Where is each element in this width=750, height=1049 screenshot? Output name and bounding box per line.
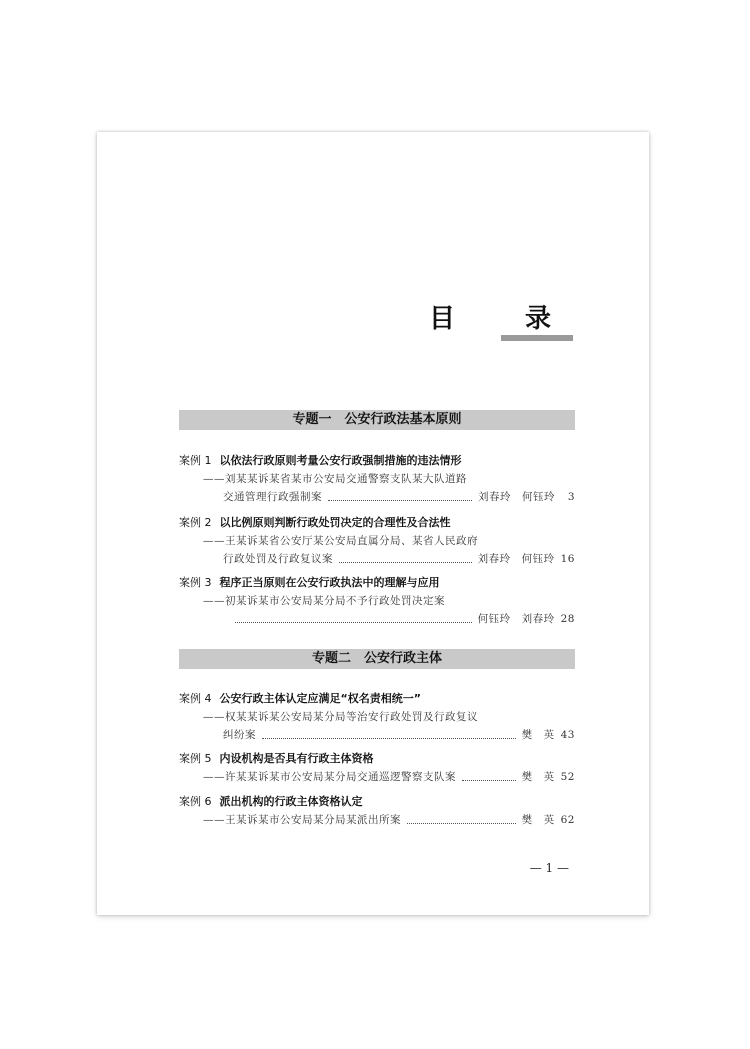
case-authors: 樊 英	[521, 729, 555, 741]
case-title: 程序正当原则在公安行政执法中的理解与应用	[219, 576, 440, 589]
section-heading-1: 专题一 公安行政法基本原则	[179, 410, 575, 430]
leader-dots	[339, 562, 472, 563]
leader-dots	[235, 622, 472, 623]
toc-entry-case-6[interactable]	[179, 793, 575, 829]
case-page-number: 43	[560, 729, 575, 741]
document-page	[97, 132, 649, 915]
case-number: 案例 1	[179, 454, 212, 467]
case-page-number: 62	[560, 814, 575, 826]
case-subtitle: ——王某诉某省公安厅某公安局直属分局、某省人民政府	[203, 535, 478, 547]
case-number: 案例 3	[179, 576, 212, 589]
toc-entry-case-4[interactable]	[179, 690, 575, 744]
case-authors: 樊 英	[521, 771, 555, 783]
case-authors: 何钰玲 刘春玲	[477, 613, 555, 625]
case-subtitle-cont: 交通管理行政强制案	[223, 491, 322, 503]
section-heading-2: 专题二 公安行政主体	[179, 649, 575, 669]
case-title: 以依法行政原则考量公安行政强制措施的违法情形	[219, 454, 462, 467]
case-subtitle-cont: 纠纷案	[223, 729, 256, 741]
case-number: 案例 6	[179, 795, 212, 808]
toc-entry-case-2[interactable]	[179, 514, 575, 568]
leader-dots	[407, 823, 516, 824]
toc-entry-case-3[interactable]	[179, 574, 575, 628]
case-page-number: 3	[567, 491, 575, 503]
title-underline	[501, 335, 573, 341]
case-number: 案例 5	[179, 752, 212, 765]
page-number-footer: — 1 —	[529, 861, 569, 875]
case-authors: 刘春玲 何钰玲	[477, 553, 555, 565]
leader-dots	[462, 780, 516, 781]
case-subtitle: ——刘某某诉某省某市公安局交通警察支队某大队道路	[203, 473, 467, 485]
leader-dots	[262, 738, 516, 739]
case-subtitle: ——初某诉某市公安局某分局不予行政处罚决定案	[203, 595, 445, 607]
toc-title: 目 录	[428, 304, 573, 334]
toc-entry-case-5[interactable]	[179, 750, 575, 786]
case-subtitle: ——权某某诉某公安局某分局等治安行政处罚及行政复议	[203, 711, 478, 723]
leader-dots	[328, 500, 472, 501]
case-title: 派出机构的行政主体资格认定	[219, 795, 363, 808]
case-page-number: 52	[560, 771, 575, 783]
case-number: 案例 2	[179, 516, 212, 529]
case-title: 公安行政主体认定应满足“权名责相统一”	[219, 692, 421, 705]
case-number: 案例 4	[179, 692, 212, 705]
case-title: 内设机构是否具有行政主体资格	[219, 752, 374, 765]
case-subtitle: ——许某某诉某市公安局某分局交通巡逻警察支队案	[203, 771, 456, 783]
case-page-number: 16	[560, 553, 575, 565]
case-subtitle: ——王某诉某市公安局某分局某派出所案	[203, 814, 401, 826]
toc-entry-case-1[interactable]	[179, 452, 575, 506]
case-authors: 刘春玲 何钰玲	[478, 491, 555, 503]
case-subtitle-cont: 行政处罚及行政复议案	[223, 553, 333, 565]
case-authors: 樊 英	[521, 814, 555, 826]
case-page-number: 28	[560, 613, 575, 625]
case-title: 以比例原则判断行政处罚决定的合理性及合法性	[219, 516, 451, 529]
